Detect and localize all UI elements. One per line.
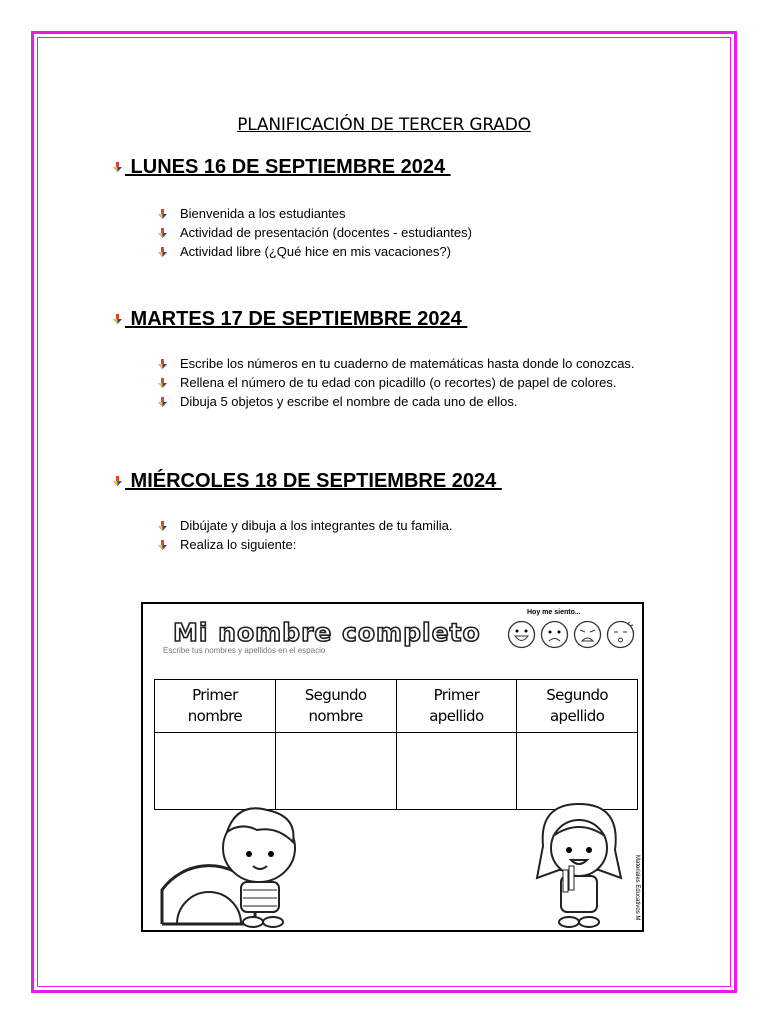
column-header: Primer apellido [396,680,517,733]
arrow-bullet-icon [157,246,168,258]
arrow-bullet-icon [157,227,168,239]
arrow-bullet-icon [112,475,123,487]
list-item: Rellena el número de tu edad con picadillo (o recortes) de papel de colores. [157,373,635,392]
worksheet-credit: Materiales Educativos M [634,854,640,920]
answer-cell[interactable] [275,733,396,810]
list-item: Actividad libre (¿Qué hice en mis vacaciones?) [157,242,472,261]
worksheet-subtitle: Escribe tus nombres y apellidos en el espacio [163,646,326,655]
table-header-row [155,680,638,733]
arrow-bullet-icon [157,520,168,532]
happy-face-icon [507,620,536,649]
answer-cell[interactable] [517,733,638,810]
list-item: Dibuja 5 objetos y escribe el nombre de cada uno de ellos. [157,392,635,411]
feeling-label: Hoy me siento... [527,609,581,616]
column-header: Segundo apellido [517,680,638,733]
table-row [155,733,638,810]
list-item: Escribe los números en tu cuaderno de matemáticas hasta donde lo conozcas. [157,354,635,373]
document-title: PLANIFICACIÓN DE TERCER GRADO [237,115,531,135]
crying-face-icon [573,620,602,649]
arrow-bullet-icon [157,208,168,220]
day-heading-monday: LUNES 16 DE SEPTIEMBRE 2024 [112,156,451,179]
girl-illustration [529,800,629,930]
boy-illustration [157,802,297,930]
list-item: Actividad de presentación (docentes - estudiantes) [157,223,472,242]
answer-cell[interactable] [396,733,517,810]
arrow-bullet-icon [112,161,123,173]
arrow-bullet-icon [157,358,168,370]
list-item: Bienvenida a los estudiantes [157,204,472,223]
sad-face-icon [540,620,569,649]
day-heading-wednesday: MIÉRCOLES 18 DE SEPTIEMBRE 2024 [112,470,502,493]
activity-list-tuesday [157,354,635,411]
name-table [154,679,638,810]
worksheet-title: Mi nombre completo [173,618,481,647]
list-item: Dibújate y dibuja a los integrantes de tu familia. [157,516,452,535]
arrow-bullet-icon [157,539,168,551]
answer-cell[interactable] [155,733,276,810]
name-worksheet [141,602,644,932]
list-item: Realiza lo siguiente: [157,535,452,554]
column-header: Segundo nombre [275,680,396,733]
activity-list-wednesday [157,516,452,554]
feeling-faces [507,620,635,649]
day-heading-tuesday: MARTES 17 DE SEPTIEMBRE 2024 [112,308,467,331]
column-header: Primer nombre [155,680,276,733]
activity-list-monday [157,204,472,261]
tired-face-icon [606,620,635,649]
arrow-bullet-icon [157,396,168,408]
arrow-bullet-icon [157,377,168,389]
arrow-bullet-icon [112,313,123,325]
